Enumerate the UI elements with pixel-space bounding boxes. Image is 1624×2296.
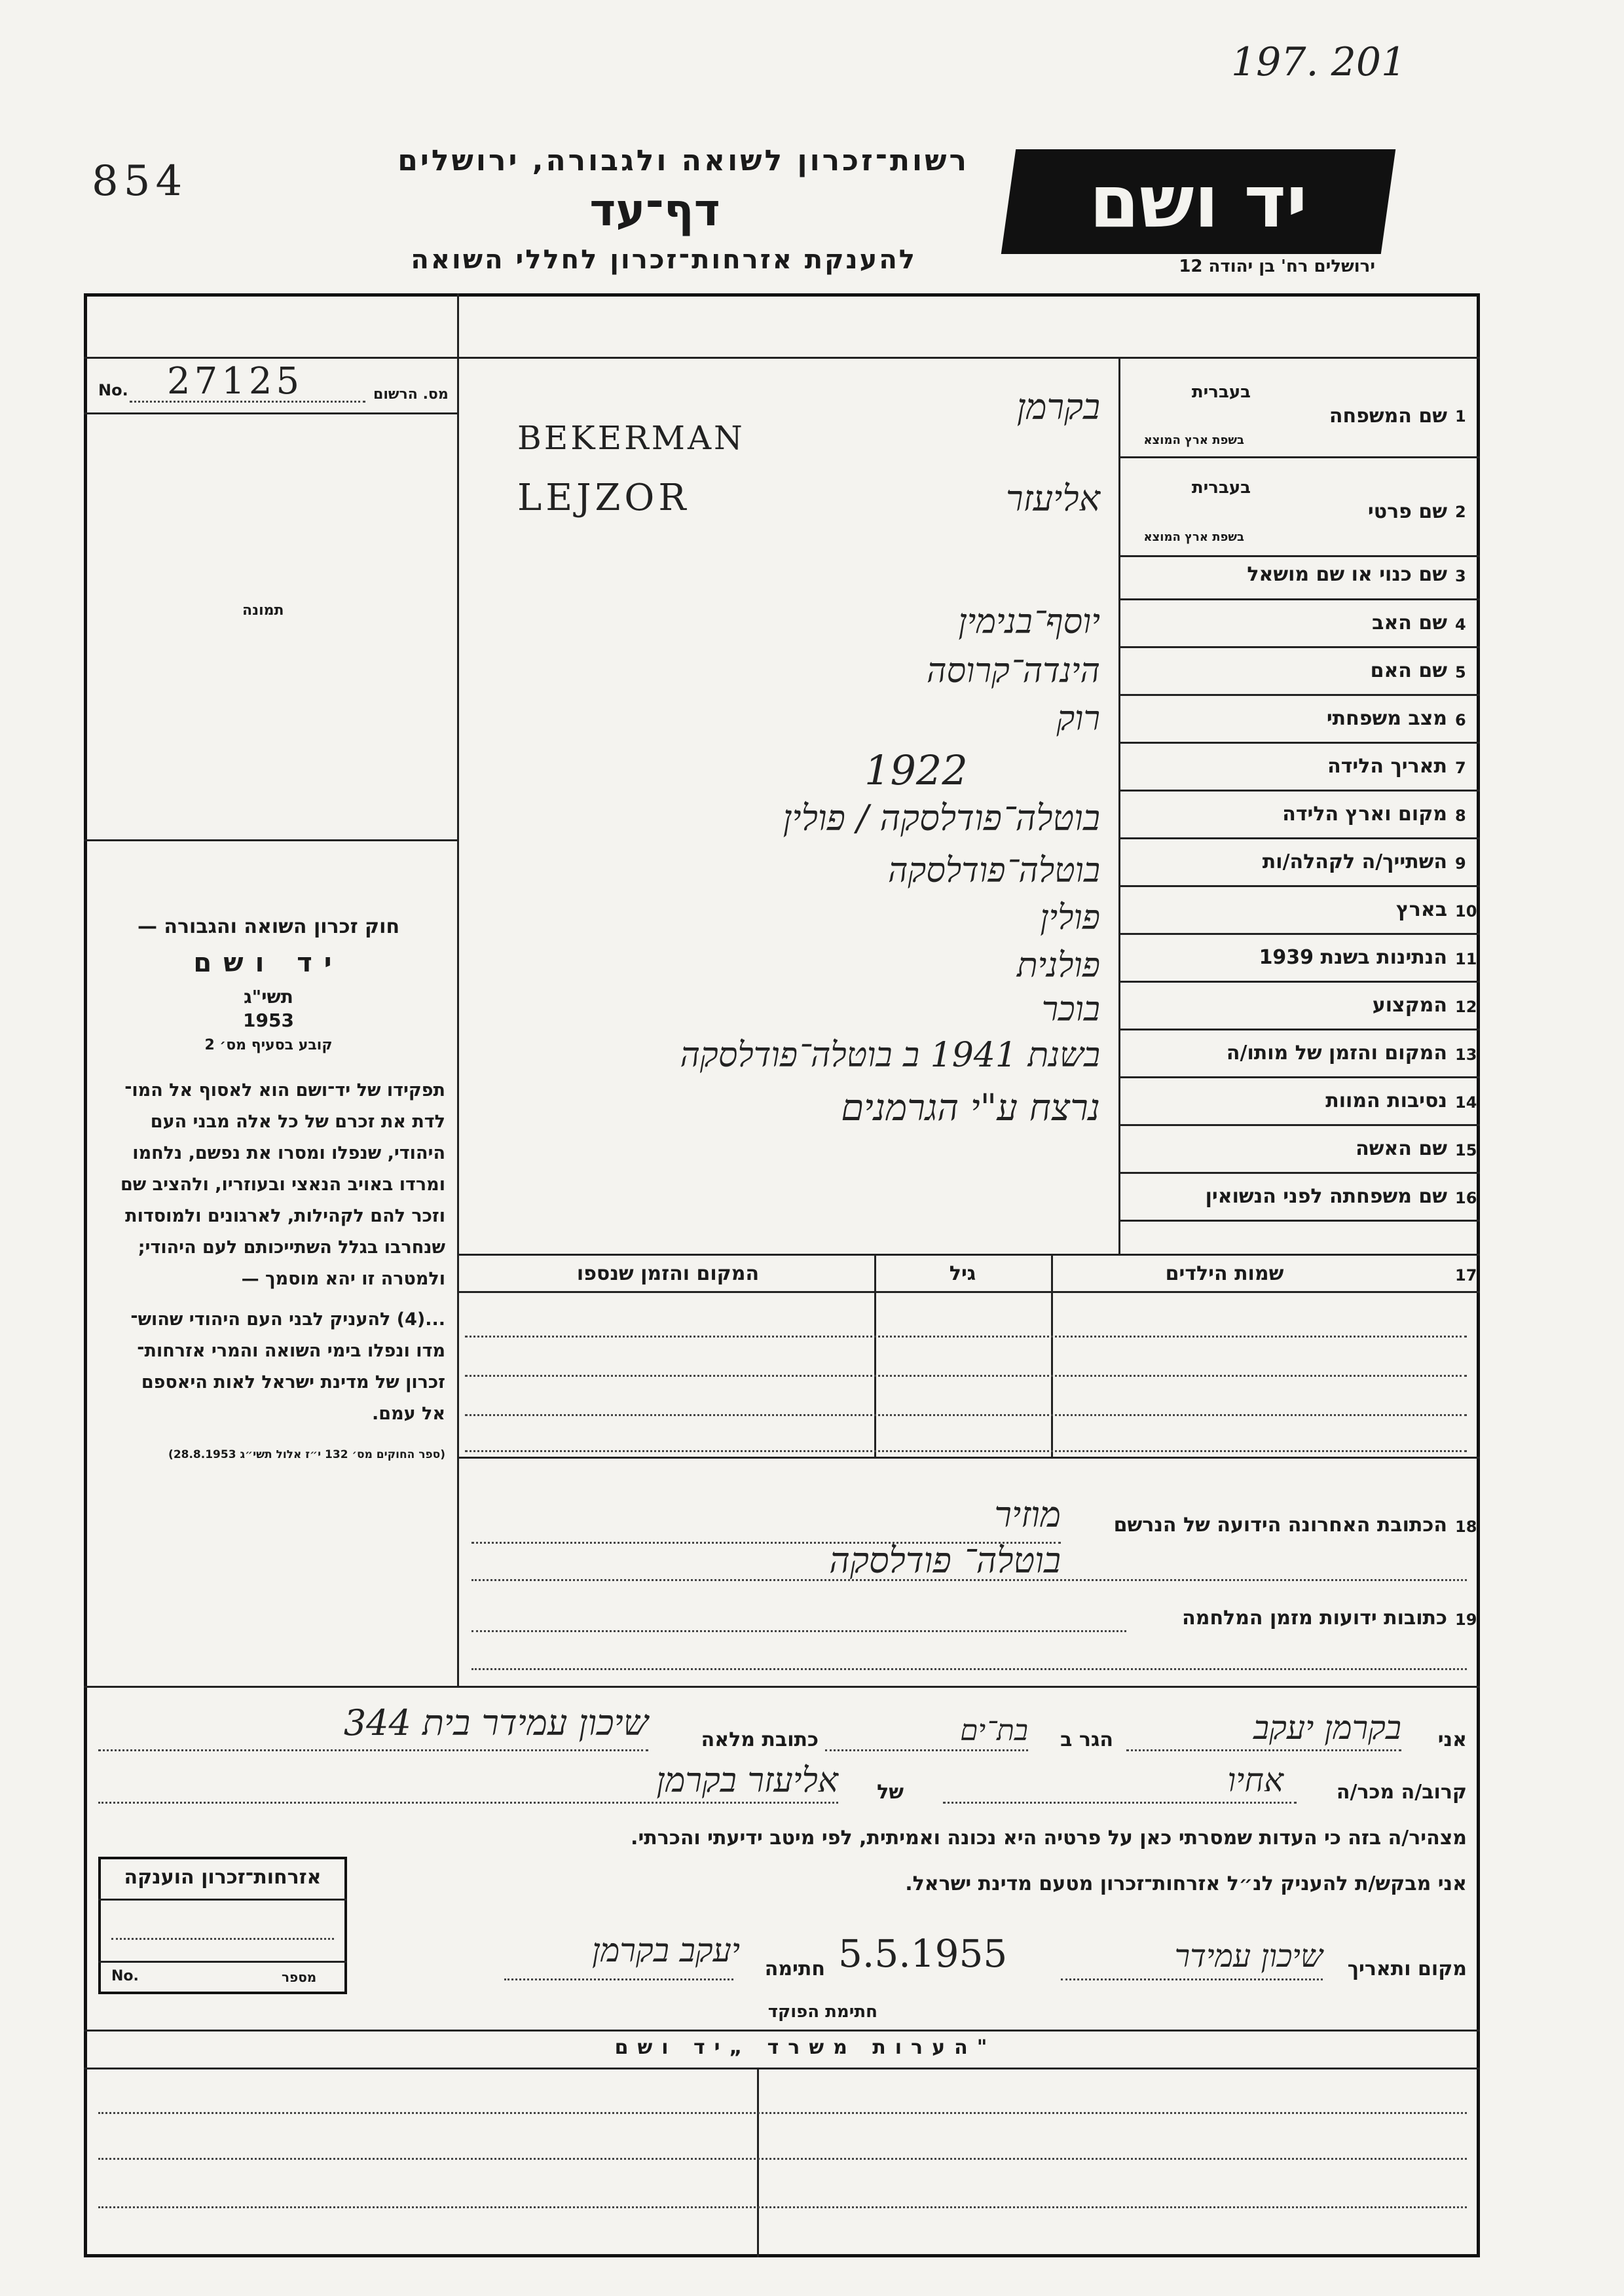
value-place: שיכון עמידר — [1174, 1938, 1323, 1975]
field-label-maiden-name: שם משפחתה לפני הנשואין — [1205, 1185, 1447, 1208]
field-label-marital-status: מצב משפחתי — [1326, 707, 1447, 730]
row-rule — [1118, 837, 1480, 839]
address-line — [471, 1630, 1126, 1632]
law-footnote: (ספר החוקים מס׳ 132 י״ז אלול תשי״ג 28.8.1953) — [168, 1448, 445, 1461]
address-line — [471, 1579, 1467, 1581]
row-rule — [1118, 885, 1480, 887]
form-title: דף־עד — [589, 185, 720, 236]
decl-line — [504, 1978, 733, 1980]
children-row-line — [465, 1450, 1467, 1452]
value-declarant-name: בקרמן יעקב — [1253, 1709, 1401, 1747]
value-full-address: שיכון עמידר בית 344 — [343, 1702, 648, 1743]
value-father: יוסף־בנימין — [958, 602, 1100, 642]
field-number: 17 — [1455, 1266, 1477, 1285]
field-number: 3 — [1455, 567, 1466, 585]
field-label-last-address: הכתובת האחרונה הידועה של הנרשם — [1113, 1514, 1447, 1537]
row-rule — [1118, 694, 1480, 696]
law-line: ומרדו באויב הנאצי ובעוזריו, ולהציב שם — [120, 1175, 445, 1195]
field-label-mother: שם האם — [1370, 659, 1447, 682]
field-number: 15 — [1455, 1141, 1477, 1159]
row-rule — [1118, 790, 1480, 792]
row-rule — [1118, 1220, 1480, 1222]
field-number: 19 — [1455, 1611, 1477, 1629]
value-family-name-latin: BEKERMAN — [517, 419, 745, 457]
address-line — [471, 1668, 1467, 1670]
value-relation: אחיו — [1227, 1761, 1283, 1799]
value-death-place-time: בשנת 1941 ב בוטלה־פודלסקה — [680, 1036, 1100, 1075]
law-line: תפקידו של יד־ושם הוא לאסוף אל המו־ — [124, 1080, 445, 1101]
field-number: 8 — [1455, 807, 1466, 825]
field-number: 12 — [1455, 998, 1477, 1016]
margin-number: 854 — [92, 157, 188, 206]
field-number: 10 — [1455, 902, 1477, 920]
remarks-title: הערות משרד „יד ושם" — [614, 2036, 997, 2059]
value-country: פולין — [1040, 898, 1100, 938]
decl-statement: מצהיר/ה בזה כי העדות שמסרתי כאן על פרטיה היא נכונה ואמיתית, לפי מיטב ידיעתי והכרתי. — [631, 1827, 1467, 1850]
field-label-wartime-addresses: כתובות ידועות מזמן המלחמה — [1182, 1607, 1447, 1630]
children-bottom-rule — [457, 1457, 1480, 1459]
field-label-birth-place: מקום וארץ הלידה — [1282, 803, 1447, 826]
row-rule — [1118, 598, 1480, 600]
field-number: 4 — [1455, 615, 1466, 634]
registration-rule — [84, 412, 457, 414]
row-rule — [1118, 1029, 1480, 1030]
field-sub-origin: בשפת ארץ המוצא — [1143, 530, 1244, 544]
field-label-citizenship-1939: הנתינות בשנת 1939 — [1259, 946, 1447, 969]
children-col-divider — [874, 1254, 876, 1457]
children-row-line — [465, 1336, 1467, 1338]
law-line: וזכר להם לקהילות, לארגונים ולמוסדות — [125, 1206, 445, 1226]
decl-request: אני מבקש/ת להעניק לנ״ל אזרחות־זכרון מטעם מדינת ישראל. — [905, 1872, 1467, 1895]
law-line: שנחרבו בגלל השתייכותם לעם היהודי; — [138, 1237, 445, 1258]
field-label-profession: המקצוע — [1372, 994, 1447, 1017]
row-rule — [1118, 981, 1480, 983]
value-citizenship-1939: פולנית — [1016, 946, 1100, 985]
decl-line — [98, 1749, 648, 1751]
field-number: 13 — [1455, 1046, 1477, 1064]
value-profession: בוכר — [1041, 990, 1100, 1029]
field-number: 11 — [1455, 950, 1477, 968]
children-header-place-time: המקום והזמן שנספו — [576, 1262, 760, 1285]
decl-ani: אני — [1437, 1728, 1467, 1751]
law-year: 1953 — [243, 1010, 294, 1031]
value-date: 5.5.1955 — [838, 1931, 1008, 1976]
value-birth-date: 1922 — [864, 746, 968, 794]
field-label-birth-date: תאריך הלידה — [1327, 755, 1447, 778]
section-rule — [84, 1686, 1480, 1688]
decl-line — [943, 1802, 1297, 1804]
citizenship-no-label: No. — [111, 1968, 139, 1984]
value-family-name-hebrew: בקרמן — [1016, 386, 1100, 428]
remarks-divider — [757, 2068, 759, 2257]
value-last-address-2: בוטלה־ פודלסקה — [829, 1540, 1061, 1581]
value-deceased: אליעזר בקרמן — [656, 1761, 838, 1800]
decl-signature-label: חתימה — [764, 1958, 825, 1980]
field-sub-hebrew: בעברית — [1191, 478, 1251, 498]
citizenship-box-title: אזרחות־זכרון הוענקה — [124, 1866, 322, 1889]
row-rule — [1118, 1076, 1480, 1078]
value-first-name-hebrew: אליעזר — [1006, 478, 1100, 519]
field-number: 18 — [1455, 1518, 1477, 1536]
row-rule — [1118, 933, 1480, 935]
field-number: 5 — [1455, 663, 1466, 682]
field-label-family-name: שם המשפחה — [1329, 405, 1447, 428]
left-column-divider — [457, 357, 459, 1254]
remarks-line — [98, 2158, 1467, 2160]
logo-address: ירושלים רח' בן יהודה 12 — [1179, 257, 1375, 276]
field-number: 7 — [1455, 759, 1466, 777]
registration-number: 27125 — [167, 360, 304, 403]
remarks-line — [98, 2112, 1467, 2114]
field-number: 2 — [1455, 503, 1466, 521]
law-line: מדו ונפלו בימי השואה והמרי אזרחות־ — [137, 1341, 445, 1361]
decl-line — [825, 1749, 1028, 1751]
children-header-rule — [457, 1291, 1480, 1293]
row-rule — [1118, 646, 1480, 648]
remarks-header-rule — [84, 2068, 1480, 2069]
field-number: 14 — [1455, 1093, 1477, 1112]
children-row-line — [465, 1375, 1467, 1377]
value-city: בת־ים — [960, 1714, 1028, 1747]
top-row-divider — [457, 293, 459, 357]
children-header-names: שמות הילדים — [1165, 1262, 1284, 1285]
decl-full-address-label: כתובת מלאה — [701, 1728, 819, 1751]
law-line: ולמטרה זו יהא מוסמך — — [241, 1269, 445, 1289]
law-line: אל עמם. — [372, 1404, 445, 1424]
law-line: ...(4) להעניק לבני העם היהודי שהוש־ — [130, 1309, 445, 1330]
value-last-address-1: מוזיר — [994, 1494, 1061, 1535]
decl-line — [1061, 1978, 1323, 1980]
decl-of-label: של — [877, 1781, 904, 1804]
law-line: היהודי, שנפלו ומסרו את נפשם, נלחמו — [132, 1143, 445, 1163]
decl-line — [98, 1802, 838, 1804]
field-number: 6 — [1455, 711, 1466, 729]
left-column-divider-lower — [457, 1254, 459, 1686]
row-rule — [1118, 1172, 1480, 1174]
value-community: בוטלה־פודלסקה — [887, 851, 1100, 890]
field-label-country: בארץ — [1395, 898, 1447, 921]
field-number: 1 — [1455, 407, 1466, 426]
field-label-community: השתייך/ה לקהלה/ות — [1262, 850, 1447, 873]
row-rule — [1118, 1124, 1480, 1126]
decl-officer-label: חתימת הפוקד — [767, 2002, 877, 2022]
children-top-rule — [457, 1254, 1480, 1256]
decl-relation-label: קרוב/ה מכר/ה — [1336, 1781, 1467, 1804]
row-rule — [1118, 456, 1480, 458]
citizenship-box-rule — [98, 1961, 347, 1963]
citizenship-box-line — [111, 1938, 334, 1940]
law-title: חוק זכרון השואה והגבורה — — [137, 915, 400, 938]
archive-number: 197. 201 — [1231, 39, 1407, 85]
value-first-name-latin: LEJZOR — [517, 477, 690, 519]
law-clause: קובע בסעיף מס׳ 2 — [204, 1037, 333, 1053]
law-year-heb: תשי"ג — [244, 986, 293, 1008]
remarks-line — [98, 2206, 1467, 2208]
decl-place-date-label: מקום ותאריך — [1347, 1958, 1467, 1980]
decl-resident-label: הגר ב — [1060, 1728, 1113, 1751]
authority-line: רשות־זכרון לשואה ולגבורה, ירושלים — [397, 144, 969, 177]
row-rule — [1118, 555, 1480, 557]
field-label-father: שם האב — [1372, 611, 1447, 634]
decl-line — [1126, 1749, 1401, 1751]
field-number: 16 — [1455, 1189, 1477, 1207]
field-label-first-name: שם פרטי — [1367, 500, 1447, 523]
citizenship-number-label: מספר — [282, 1969, 317, 1985]
field-sub-hebrew: בעברית — [1191, 382, 1251, 402]
remarks-top-rule — [84, 2030, 1480, 2032]
field-number: 9 — [1455, 854, 1466, 873]
field-label-death-circumstances: נסיבות המוות — [1325, 1089, 1447, 1112]
photo-label: תמונה — [242, 602, 284, 619]
law-line: לדת את זכרם של כל אלה מבני העם — [150, 1112, 445, 1132]
registration-no-label: No. — [98, 381, 128, 399]
law-line: זכרון של מדינת ישראל לאות היאספם — [141, 1372, 445, 1393]
law-name: יד ושם — [193, 948, 344, 978]
registration-label: מס. הרשום — [373, 386, 449, 403]
children-col-divider — [1051, 1254, 1053, 1457]
value-death-circumstances: נרצח ע"י הגרמנים — [841, 1087, 1100, 1129]
top-row-rule — [84, 357, 1480, 359]
children-row-line — [465, 1414, 1467, 1416]
label-column-divider — [1118, 357, 1120, 1254]
form-subtitle: להענקת אזרחות־זכרון לחללי השואה — [411, 245, 917, 275]
field-label-wife-name: שם האשה — [1356, 1137, 1447, 1160]
logo-text: יד ושם — [1089, 160, 1308, 244]
children-header-age: גיל — [949, 1262, 976, 1285]
law-text — [92, 1075, 445, 1430]
citizenship-box-rule — [98, 1899, 347, 1901]
value-signature: יעקב בקרמן — [592, 1931, 740, 1969]
field-label-death-place-time: המקום והזמן של מותו/ה — [1226, 1042, 1447, 1065]
field-sub-origin: בשפת ארץ המוצא — [1143, 433, 1244, 447]
value-mother: הינדה־קרוסה — [927, 651, 1100, 691]
photo-rule — [84, 839, 457, 841]
value-birth-place: בוטלה־פודלסקה / פולין — [783, 797, 1100, 839]
value-marital-status: רוק — [1056, 699, 1100, 738]
row-rule — [1118, 742, 1480, 744]
field-label-nickname: שם כנוי או שם מושאל — [1247, 563, 1447, 586]
